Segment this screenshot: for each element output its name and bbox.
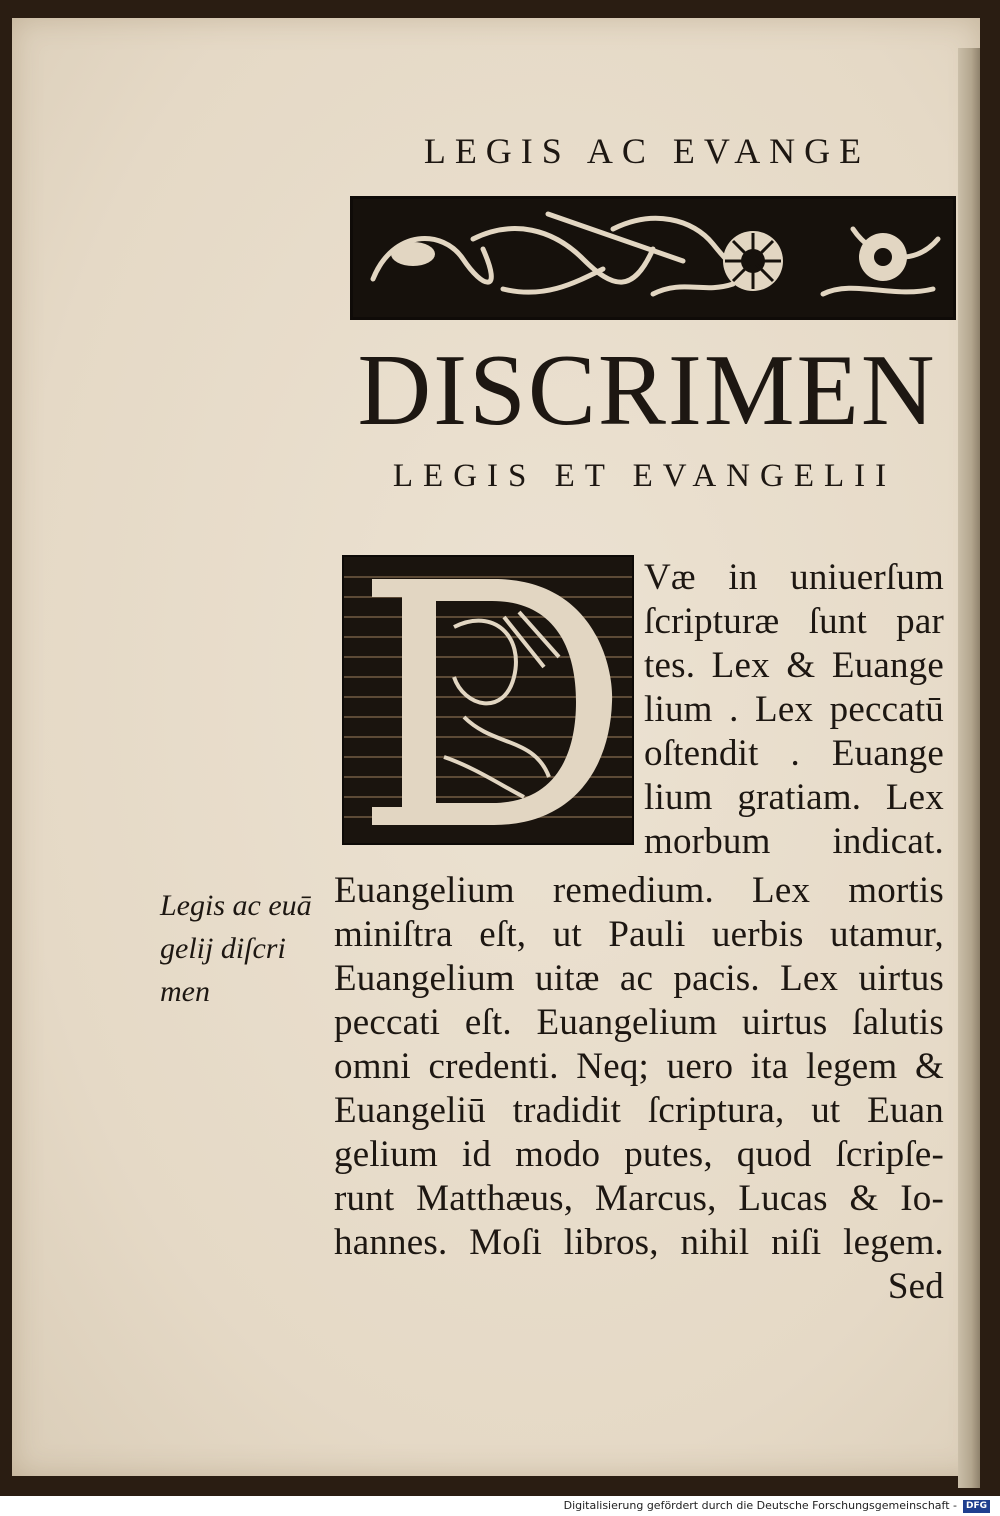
marginal-note <box>160 884 330 1013</box>
text-line: oſtendit . Euange <box>644 733 944 774</box>
marginal-note-line: Legis ac euā <box>160 889 312 922</box>
text-line: hannes. Moſi libros, nihil niſi legem. <box>334 1222 944 1263</box>
dfg-logo: DFG <box>963 1500 990 1513</box>
decorated-initial-d <box>342 555 634 845</box>
text-line: lium gratiam. Lex <box>644 777 944 818</box>
page-edge <box>958 48 980 1488</box>
text-line: Euangelium remedium. Lex mortis <box>334 870 944 911</box>
text-line: peccati eſt. Euangelium uirtus ſalutis <box>334 1002 944 1043</box>
marginal-note-line: men <box>160 975 210 1008</box>
footer-text: Digitalisierung gefördert durch die Deutsche Forschungsgemeinschaft - <box>563 1499 957 1512</box>
running-head: LEGIS AC EVANGE <box>423 131 871 171</box>
text-line: gelium id modo putes, quod ſcripſe- <box>334 1134 944 1175</box>
text-line: miniſtra eſt, ut Pauli uerbis utamur, <box>334 914 944 955</box>
text-line: ſcripturæ ſunt par <box>644 601 944 642</box>
page-subtitle: LEGIS ET EVANGELII <box>392 458 897 494</box>
body-text <box>334 869 944 1309</box>
text-line: Euangelium uitæ ac pacis. Lex uirtus <box>334 958 944 999</box>
digitization-footer <box>0 1496 1000 1516</box>
text-line: runt Matthæus, Marcus, Lucas & Io- <box>334 1178 944 1219</box>
woodcut-ornament-band <box>350 196 956 320</box>
page-title: DISCRIMEN <box>357 334 937 447</box>
catchword: Sed <box>887 1266 944 1307</box>
text-line: lium . Lex peccatū <box>644 689 944 730</box>
text-line: morbum indicat. <box>644 821 944 862</box>
book-page <box>12 18 980 1476</box>
marginal-note-line: gelij diſcri <box>160 932 286 965</box>
text-line: tes. Lex & Euange <box>644 645 944 686</box>
body-text-beside-initial <box>644 556 944 864</box>
text-line: omni credenti. Neq; uero ita legem & <box>334 1046 944 1087</box>
text-line: Væ in uniuerſum <box>644 557 944 598</box>
text-line: Euangeliū tradidit ſcriptura, ut Euan <box>334 1090 944 1131</box>
